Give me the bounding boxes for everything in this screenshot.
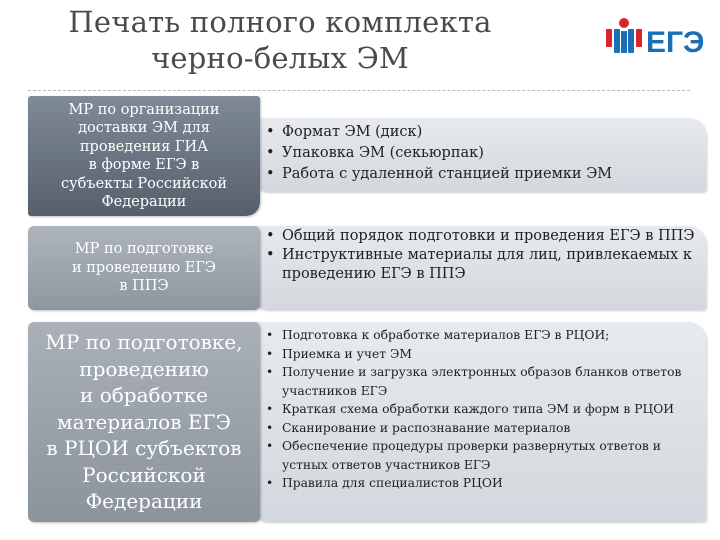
section-1-label [28, 96, 260, 216]
label-line: доставки ЭМ для [78, 120, 210, 136]
list-item: • Правила для специалистов РЦОИ [264, 474, 698, 493]
label-line: Федерации [85, 489, 203, 514]
logo-text: ЕГЭ [646, 26, 705, 59]
list-item: • Краткая схема обработки каждого типа ЭМ и форм в РЦОИ [264, 400, 698, 419]
list-item: • Получение и загрузка электронных образов бланков ответов участников ЕГЭ [264, 363, 698, 400]
section-2-label [28, 226, 260, 310]
list-item: • Общий порядок подготовки и проведения ЕГЭ в ППЭ [264, 227, 698, 246]
header-divider [28, 90, 690, 91]
section-1-content [250, 118, 706, 192]
label-line: и обработке [80, 383, 208, 408]
list-item: • Формат ЭМ (диск) [264, 122, 698, 143]
list-item: • Подготовка к обработке материалов ЕГЭ в РЦОИ; [264, 326, 698, 345]
page-title [20, 4, 540, 76]
logo-figure-icon [606, 18, 642, 53]
section-3-label [28, 322, 260, 522]
label-line: проведения ГИА [79, 138, 209, 155]
ege-logo [602, 14, 712, 62]
label-line: субъекты Российской [60, 175, 228, 192]
label-line: проведению [79, 356, 209, 381]
section-3-content [250, 322, 706, 522]
label-line: Российской [82, 462, 206, 487]
label-line: МР по организации [68, 101, 220, 118]
label-line: в РЦОИ субъектов [46, 436, 242, 461]
section-2-list [264, 227, 698, 284]
label-line: материалов ЕГЭ [57, 409, 231, 434]
list-item: • Сканирование и распознавание материалов [264, 419, 698, 438]
list-item: • Инструктивные материалы для лиц, привлекаемых к проведению ЕГЭ в ППЭ [264, 246, 698, 284]
section-3-list [264, 326, 698, 493]
title-line-1: Печать полного комплекта [68, 5, 492, 39]
label-line: МР по подготовке, [45, 330, 243, 355]
label-line: Федерации [101, 194, 187, 210]
section-2-content [250, 226, 706, 310]
label-line: в ППЭ [119, 278, 169, 295]
list-item: • Приемка и учет ЭМ [264, 345, 698, 364]
section-1-list [264, 122, 698, 185]
label-line: МР по подготовке [74, 241, 214, 258]
list-item: • Обеспечение процедуры проверки развернутых ответов и устных ответов участников ЕГЭ [264, 437, 698, 474]
label-line: и проведению ЕГЭ [71, 259, 217, 276]
label-line: в форме ЕГЭ в [88, 157, 200, 173]
list-item: • Упаковка ЭМ (секьюрпак) [264, 143, 698, 164]
title-line-2: черно-белых ЭМ [151, 41, 409, 75]
list-item: • Работа с удаленной станцией приемки ЭМ [264, 164, 698, 185]
